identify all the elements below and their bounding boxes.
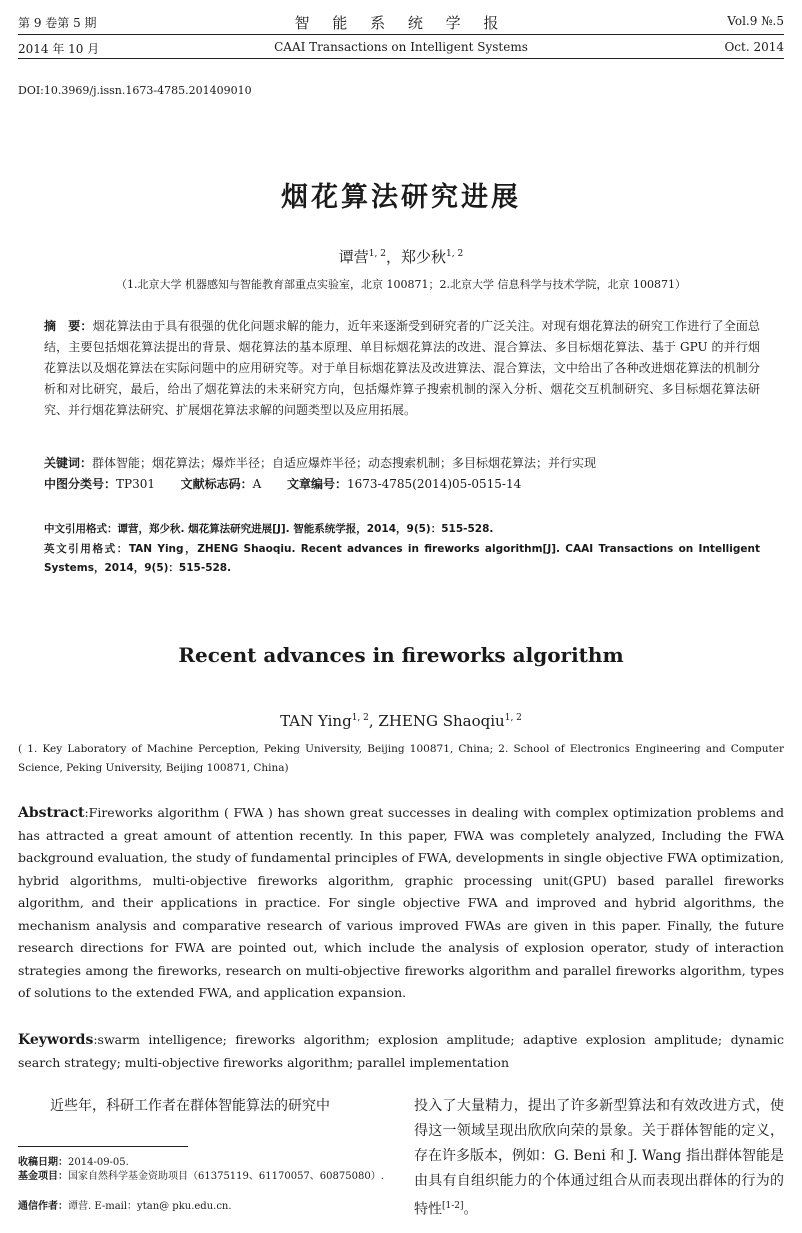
title-en: Recent advances in fireworks algorithm [178,643,624,667]
citation-cn-label: 中文引用格式： [44,523,118,535]
author-cn-1: 谭营 [338,248,369,266]
abstract-en-label: Abstract [18,805,85,821]
received-date: 2014-09-05. [68,1157,129,1168]
author-en-1-aff: 1, 2 [351,713,369,723]
body-right-column: 投入了大量精力，提出了许多新型算法和有效改进方式，使得这一领域呈现出欣欣向荣的景象。关于群体智能的定义，存在许多版本，例如：G. Beni 和 J. Wang 指出群体智能是由具有自组织能力的个体通过组合从而表现出群体的行为的特性[1-2]。 [414,1098,784,1218]
author-cn-2: 郑少秋 [401,248,447,266]
body-right-text: 投入了大量精力，提出了许多新型算法和有效改进方式，使得这一领域呈现出欣欣向荣的景象。关于群体智能的定义，存在许多版本，例如：G. Beni 和 J. Wang 指出群体智能是由具有自组织能力的个体通过组合从而表现出群体的行为的特性 [414,1098,784,1218]
corresponding-label: 通信作者： [18,1201,68,1212]
citation-cn [44,520,760,539]
citation-en [44,540,760,578]
header-date: 2014 年 10 月 [18,42,100,56]
body-citation-ref: [1-2] [442,1201,464,1211]
classification [44,474,760,495]
citation-en-text: TAN Ying，ZHENG Shaoqiu. Recent advances in fireworks algorithm[J]. CAAI Transactions on Intelligent Systems，2014，9(5)：515-528. [44,543,760,574]
abstract-en [18,802,784,1005]
abstract-cn-text: 烟花算法由于具有很强的优化问题求解的能力，近年来逐渐受到研究者的广泛关注。对现有烟花算法的研究工作进行了全面总结，主要包括烟花算法提出的背景、烟花算法的基本原理、单目标烟花算法的改进、混合算法、多目标烟花算法、基于 GPU 的并行烟花算法以及烟花算法在实际问题中的应用研究等。对于单目标烟花算法及改进算法、混合算法，文中给出了各种改进烟花算法的机制分析和对比研究，最后，给出了烟花算法的未来研究方向，包括爆炸算子搜索机制的深入分析、烟花交互机制研究、多目标烟花算法研究、并行烟花算法研究、扩展烟花算法求解的问题类型以及应用拓展。 [44,319,760,417]
header-rule [18,58,784,59]
keywords-en-text: :swarm intelligence; fireworks algorithm; explosion amplitude; adaptive explosion amplitude; dynamic search strategy; multi-objective fireworks algorithm; parallel implementation [18,1032,784,1070]
footnote-rule [18,1146,188,1147]
abstract-cn-label: 摘 要： [44,319,93,333]
doc-code-value: A [252,477,262,491]
corresponding-text: 谭营. E-mail：ytan@ pku.edu.cn. [68,1201,232,1212]
author-en-1: TAN Ying [280,712,352,730]
footnote-received [18,1156,398,1170]
affiliation-cn: （1.北京大学 机器感知与智能教育部重点实验室，北京 100871；2.北京大学 信息科学与技术学院，北京 100871） [116,278,686,291]
journal-name-cn: 智 能 系 统 学 报 [294,14,508,32]
keywords-cn [44,453,760,474]
header-volume: 第 9 卷第 5 期 [18,16,97,30]
authors-en: TAN Ying$^{1, 2}$, ZHENG Shaoqiu$^{1, 2}$ [280,712,522,730]
header-month: Oct. 2014 [724,40,784,54]
abstract-en-text: :Fireworks algorithm ( FWA ) has shown great successes in dealing with complex optimization problems and has attracted a great amount of attention recently. In this paper, FWA was completely analyzed, Including the FWA background evaluation, the study of fundamental principles of FWA, developments in single objective FWA optimization, hybrid algorithms, multi-objective fireworks algorithm, graphic processing unit(GPU) based parallel fireworks algorithm, and their applications in practice. For single objective FWA and improved and hybrid algorithms, the mechanism analysis and comparative research of various improved FWAs are given in this paper. Finally, the future research directions for FWA are pointed out, which include the analysis of explosion operator, study of interaction strategies among the fireworks, research on multi-objective fireworks algorithm and parallel fireworks algorithm, types of solutions to the extended FWA, and application expansion. [18,805,784,1000]
author-cn-2-aff: 1, 2 [446,249,464,259]
fund-label: 基金项目： [18,1171,68,1182]
received-label: 收稿日期： [18,1157,68,1168]
doc-code-label: 文献标志码： [180,477,253,491]
footnote-corresponding [18,1200,398,1214]
authors-cn: 谭营$^{1, 2}$，郑少秋$^{1, 2}$ [338,248,464,266]
clc-label: 中图分类号： [44,477,117,491]
author-en-2: ZHENG Shaoqiu [378,712,505,730]
keywords-cn-label: 关键词： [44,456,93,470]
article-no-label: 文章编号： [287,477,348,491]
abstract-cn [44,316,760,421]
header-rule-thin [18,34,784,35]
body-left-column: 近些年，科研工作者在群体智能算法的研究中 [50,1098,330,1114]
clc-value: TP301 [116,477,155,491]
author-cn-1-aff: 1, 2 [368,249,386,259]
keywords-en [18,1029,784,1074]
citation-en-label: 英文引用格式： [44,543,129,555]
title-cn: 烟花算法研究进展 [281,182,521,213]
fund-text: 国家自然科学基金资助项目（61375119、61170057、60875080）. [68,1171,384,1182]
citation-cn-text: 谭营，郑少秋. 烟花算法研究进展[J]. 智能系统学报，2014，9(5)：515-528. [117,523,494,535]
keywords-cn-text: 群体智能；烟花算法；爆炸半径；自适应爆炸半径；动态搜索机制；多目标烟花算法；并行实现 [92,456,597,470]
article-no-value: 1673-4785(2014)05-0515-14 [347,477,522,491]
author-en-2-aff: 1, 2 [504,713,522,723]
journal-name-en: CAAI Transactions on Intelligent Systems [274,40,528,54]
affiliation-en: ( 1. Key Laboratory of Machine Perception, Peking University, Beijing 100871, China; 2. School of Electronics Engineering and Computer Science, Peking University, Beijing 100871, China) [18,743,784,774]
doi: DOI:10.3969/j.issn.1673-4785.201409010 [18,84,252,97]
header-vol-no: Vol.9 №.5 [727,14,784,28]
footnote-fund [18,1170,398,1184]
keywords-en-label: Keywords [18,1032,94,1048]
